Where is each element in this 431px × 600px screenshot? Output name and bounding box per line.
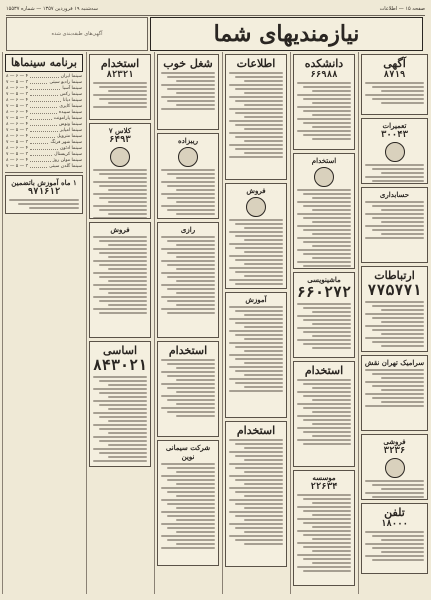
cinema-time: ۳ — ۵ — ۷ — [6, 92, 29, 97]
cinema-name: سینما ایران — [60, 74, 82, 79]
ad-text-lines — [364, 164, 425, 184]
ad-logo-icon — [385, 142, 405, 162]
ad-title: آگهی — [383, 57, 406, 70]
ad-title: استخدام — [100, 57, 140, 70]
ad-title: اطلاعات — [236, 57, 276, 70]
ad-title: سرامیک تهران نقش — [364, 358, 425, 367]
ad-box — [157, 440, 219, 566]
header-strip — [6, 3, 425, 16]
ad-text-lines — [364, 480, 425, 500]
cinema-time: ۳ — ۵ — ۷ — [6, 152, 29, 157]
ad-box — [89, 123, 151, 219]
cinema-time: ۳ — ۵ — ۷ — [6, 128, 29, 133]
ad-text-lines — [296, 303, 352, 349]
ad-title: دانشکده — [304, 57, 344, 70]
cinema-time: ۴ — ۶ — ۸ — [6, 158, 29, 163]
cinema-time: ۴ — ۶ — ۸ — [6, 146, 29, 151]
ad-box — [361, 187, 428, 263]
cinema-name: سینما سپیده — [58, 110, 82, 115]
cinema-name: سینما آسیا — [62, 86, 82, 91]
ad-phone: ۸۴۳۰۲۱ — [92, 356, 148, 374]
ad-text-lines — [92, 236, 148, 314]
ad-text-lines — [160, 359, 216, 417]
ad-title: استخدام — [304, 364, 344, 377]
ad-box — [89, 341, 151, 467]
cinema-name: سینما رکس — [60, 92, 82, 97]
column-2 — [86, 52, 153, 594]
ad-box — [225, 421, 287, 567]
leader-dots — [30, 122, 57, 126]
ad-box — [293, 54, 355, 150]
leader-dots — [30, 128, 58, 132]
ad-logo-icon — [178, 147, 198, 167]
ad-title: تلفن — [384, 506, 405, 519]
leader-dots — [30, 158, 51, 162]
cinema-name: سینما کاپری — [59, 104, 82, 109]
ad-text-lines — [92, 82, 148, 108]
cinema-time: ۴ — ۶ — ۸ — [6, 122, 29, 127]
column-3 — [154, 52, 221, 594]
cinema-time: ۴ — ۶ — ۸ — [6, 98, 29, 103]
ad-text-lines — [160, 463, 216, 549]
ad-text-lines — [364, 369, 425, 407]
column-5 — [290, 52, 357, 594]
ad-text-lines — [228, 72, 284, 158]
cinema-time: ۳ — ۵ — ۷ — [6, 164, 29, 169]
ad-text-lines — [364, 82, 425, 104]
leader-dots — [30, 134, 55, 138]
cinema-name: سینما ونوس — [58, 122, 82, 127]
cinema-time: ۳ — ۵ — ۷ — [6, 104, 29, 109]
leader-dots — [30, 116, 52, 120]
ad-phone: ۳۰۰۴۳ — [380, 130, 409, 140]
ad-box — [225, 183, 287, 289]
cinema-time: ۳ — ۵ — ۷ — [6, 140, 29, 145]
cinema-name: سینما شهر فرنگ — [50, 140, 82, 145]
ad-title: فروش — [110, 225, 130, 234]
ad-box — [157, 133, 219, 219]
ad-title: فروش — [246, 186, 266, 195]
ad-box — [293, 361, 355, 467]
ad-text-lines — [228, 219, 284, 285]
ad-phone: ۷۷۵۷۷۱ — [367, 281, 422, 299]
ad-phone: ۸۷۱۹ — [383, 70, 406, 80]
ad-title: ۱ ماه آموزش باتضمین — [11, 178, 77, 187]
ad-title: موسسه — [312, 473, 336, 482]
ad-title: آموزش — [245, 295, 267, 304]
column-cinema — [2, 52, 85, 594]
cinema-name: سینما رادیو سیتی — [49, 80, 82, 85]
ad-box — [293, 153, 355, 269]
ad-phone: ۶۶۰۲۷۲ — [296, 283, 352, 301]
leader-dots — [30, 74, 59, 78]
cinema-name: سینما کریستال — [54, 152, 82, 157]
cinema-time: ۴ — ۶ — ۸ — [6, 74, 29, 79]
ad-title: استخدام — [168, 344, 208, 357]
ad-box — [157, 222, 219, 338]
divider — [5, 172, 83, 173]
ad-text-lines — [92, 376, 148, 462]
ad-title: ماشینویسی — [307, 275, 341, 284]
ad-box — [157, 54, 219, 130]
ad-logo-icon — [110, 147, 130, 167]
ad-title: اساسی — [102, 344, 137, 357]
ad-box — [157, 341, 219, 437]
ad-title: رازی — [180, 225, 196, 234]
leader-dots — [30, 86, 60, 90]
ad-text-lines — [160, 169, 216, 215]
cinema-time: ۳ — ۵ — ۷ — [6, 80, 29, 85]
ad-text-lines — [228, 439, 284, 545]
leader-dots — [30, 80, 47, 84]
ad-title: حسابداری — [379, 190, 410, 199]
ad-text-lines — [296, 82, 352, 140]
ad-text-lines — [296, 189, 352, 267]
ad-text-lines — [364, 531, 425, 561]
ad-box — [5, 175, 83, 214]
column-6 — [358, 52, 430, 594]
ad-box — [361, 54, 428, 115]
ad-text-lines — [296, 494, 352, 572]
ad-logo-icon — [314, 167, 334, 187]
ad-box — [89, 54, 151, 120]
ad-logo-icon — [385, 458, 405, 478]
leader-dots — [30, 104, 57, 108]
ad-text-lines — [364, 301, 425, 347]
cinema-section-title: برنامه سینماها — [5, 54, 83, 72]
ad-text-lines — [296, 379, 352, 445]
ad-title: ریبزاده — [177, 136, 199, 145]
date-line: سه‌شنبه ۱۹ فروردین ۱۳۵۷ — شماره ۱۵۵۳۷ — [6, 6, 98, 12]
ad-text-lines — [160, 72, 216, 110]
masthead-title — [150, 17, 423, 51]
leader-dots — [30, 146, 58, 150]
masthead-left-text: آگهی‌های طبقه‌بندی شده — [51, 31, 103, 37]
leader-dots — [30, 152, 52, 156]
cinema-list — [3, 74, 85, 170]
ad-box — [89, 222, 151, 338]
ad-title: کلاس ۷ — [108, 126, 132, 135]
ad-box — [361, 355, 428, 431]
ad-title: شغل خوب — [163, 57, 213, 70]
ad-phone: ۲۲۶۳۴ — [310, 482, 338, 492]
section-title: نیازمندیهای شما — [213, 21, 360, 47]
cinema-time: ۴ — ۶ — ۸ — [6, 110, 29, 115]
ad-box — [225, 54, 287, 180]
column-4 — [222, 52, 289, 594]
cinema-row — [3, 164, 85, 170]
leader-dots — [30, 164, 47, 168]
ad-title: تعمیرات — [382, 121, 407, 130]
ad-phone: ۶۴۹۳ — [109, 135, 131, 145]
ad-box — [361, 434, 428, 500]
page-label: صفحه ۱۵ — اطلاعات — [379, 6, 425, 12]
cinema-time: ۳ — ۵ — ۷ — [6, 116, 29, 121]
ad-box — [293, 470, 355, 586]
cinema-time: ۴ — ۶ — ۸ — [6, 134, 29, 139]
ad-title: فروشی — [383, 437, 406, 446]
ad-logo-icon — [246, 197, 266, 217]
cinema-name: سینما ادئون — [59, 146, 82, 151]
ad-text-lines — [160, 236, 216, 314]
ad-text-lines — [364, 201, 425, 239]
ad-title: ارتباطات — [374, 269, 415, 282]
ad-phone: ۳۲۳۶ — [383, 446, 406, 456]
ad-title: شرکت سیمانی نوین — [165, 443, 211, 461]
leader-dots — [30, 98, 61, 102]
ad-box — [361, 266, 428, 352]
ad-title: استخدام — [236, 424, 276, 437]
ad-box — [361, 118, 428, 184]
ad-text-lines — [92, 169, 148, 219]
ad-box — [361, 503, 428, 574]
ad-text-lines — [228, 306, 284, 392]
cinema-name: سینما امپایر — [59, 128, 82, 133]
ad-title: استخدام — [311, 156, 337, 165]
cinema-name: سینما گلدن سیتی — [49, 164, 82, 169]
cinema-name: سینما دیانا — [62, 98, 82, 103]
cinema-name: سینما پارامونت — [53, 116, 82, 121]
leader-dots — [30, 140, 48, 144]
cinema-time: ۴ — ۶ — ۸ — [6, 86, 29, 91]
cinema-name: سینما متروپل — [57, 134, 82, 139]
leader-dots — [30, 92, 58, 96]
ad-phone: ۶۶۹۸۸ — [310, 70, 338, 80]
ad-phone: ۹۷۱۶۱۲ — [27, 187, 61, 197]
leader-dots — [30, 110, 57, 114]
ad-text-lines — [8, 199, 80, 209]
ad-phone: ۸۲۳۲۱ — [106, 70, 134, 80]
cinema-name: سینما مولن روژ — [52, 158, 82, 163]
ad-box — [293, 272, 355, 358]
masthead-left-note — [6, 17, 148, 51]
ad-box — [225, 292, 287, 418]
ad-phone: ۱۸۰۰۰ — [380, 519, 409, 529]
